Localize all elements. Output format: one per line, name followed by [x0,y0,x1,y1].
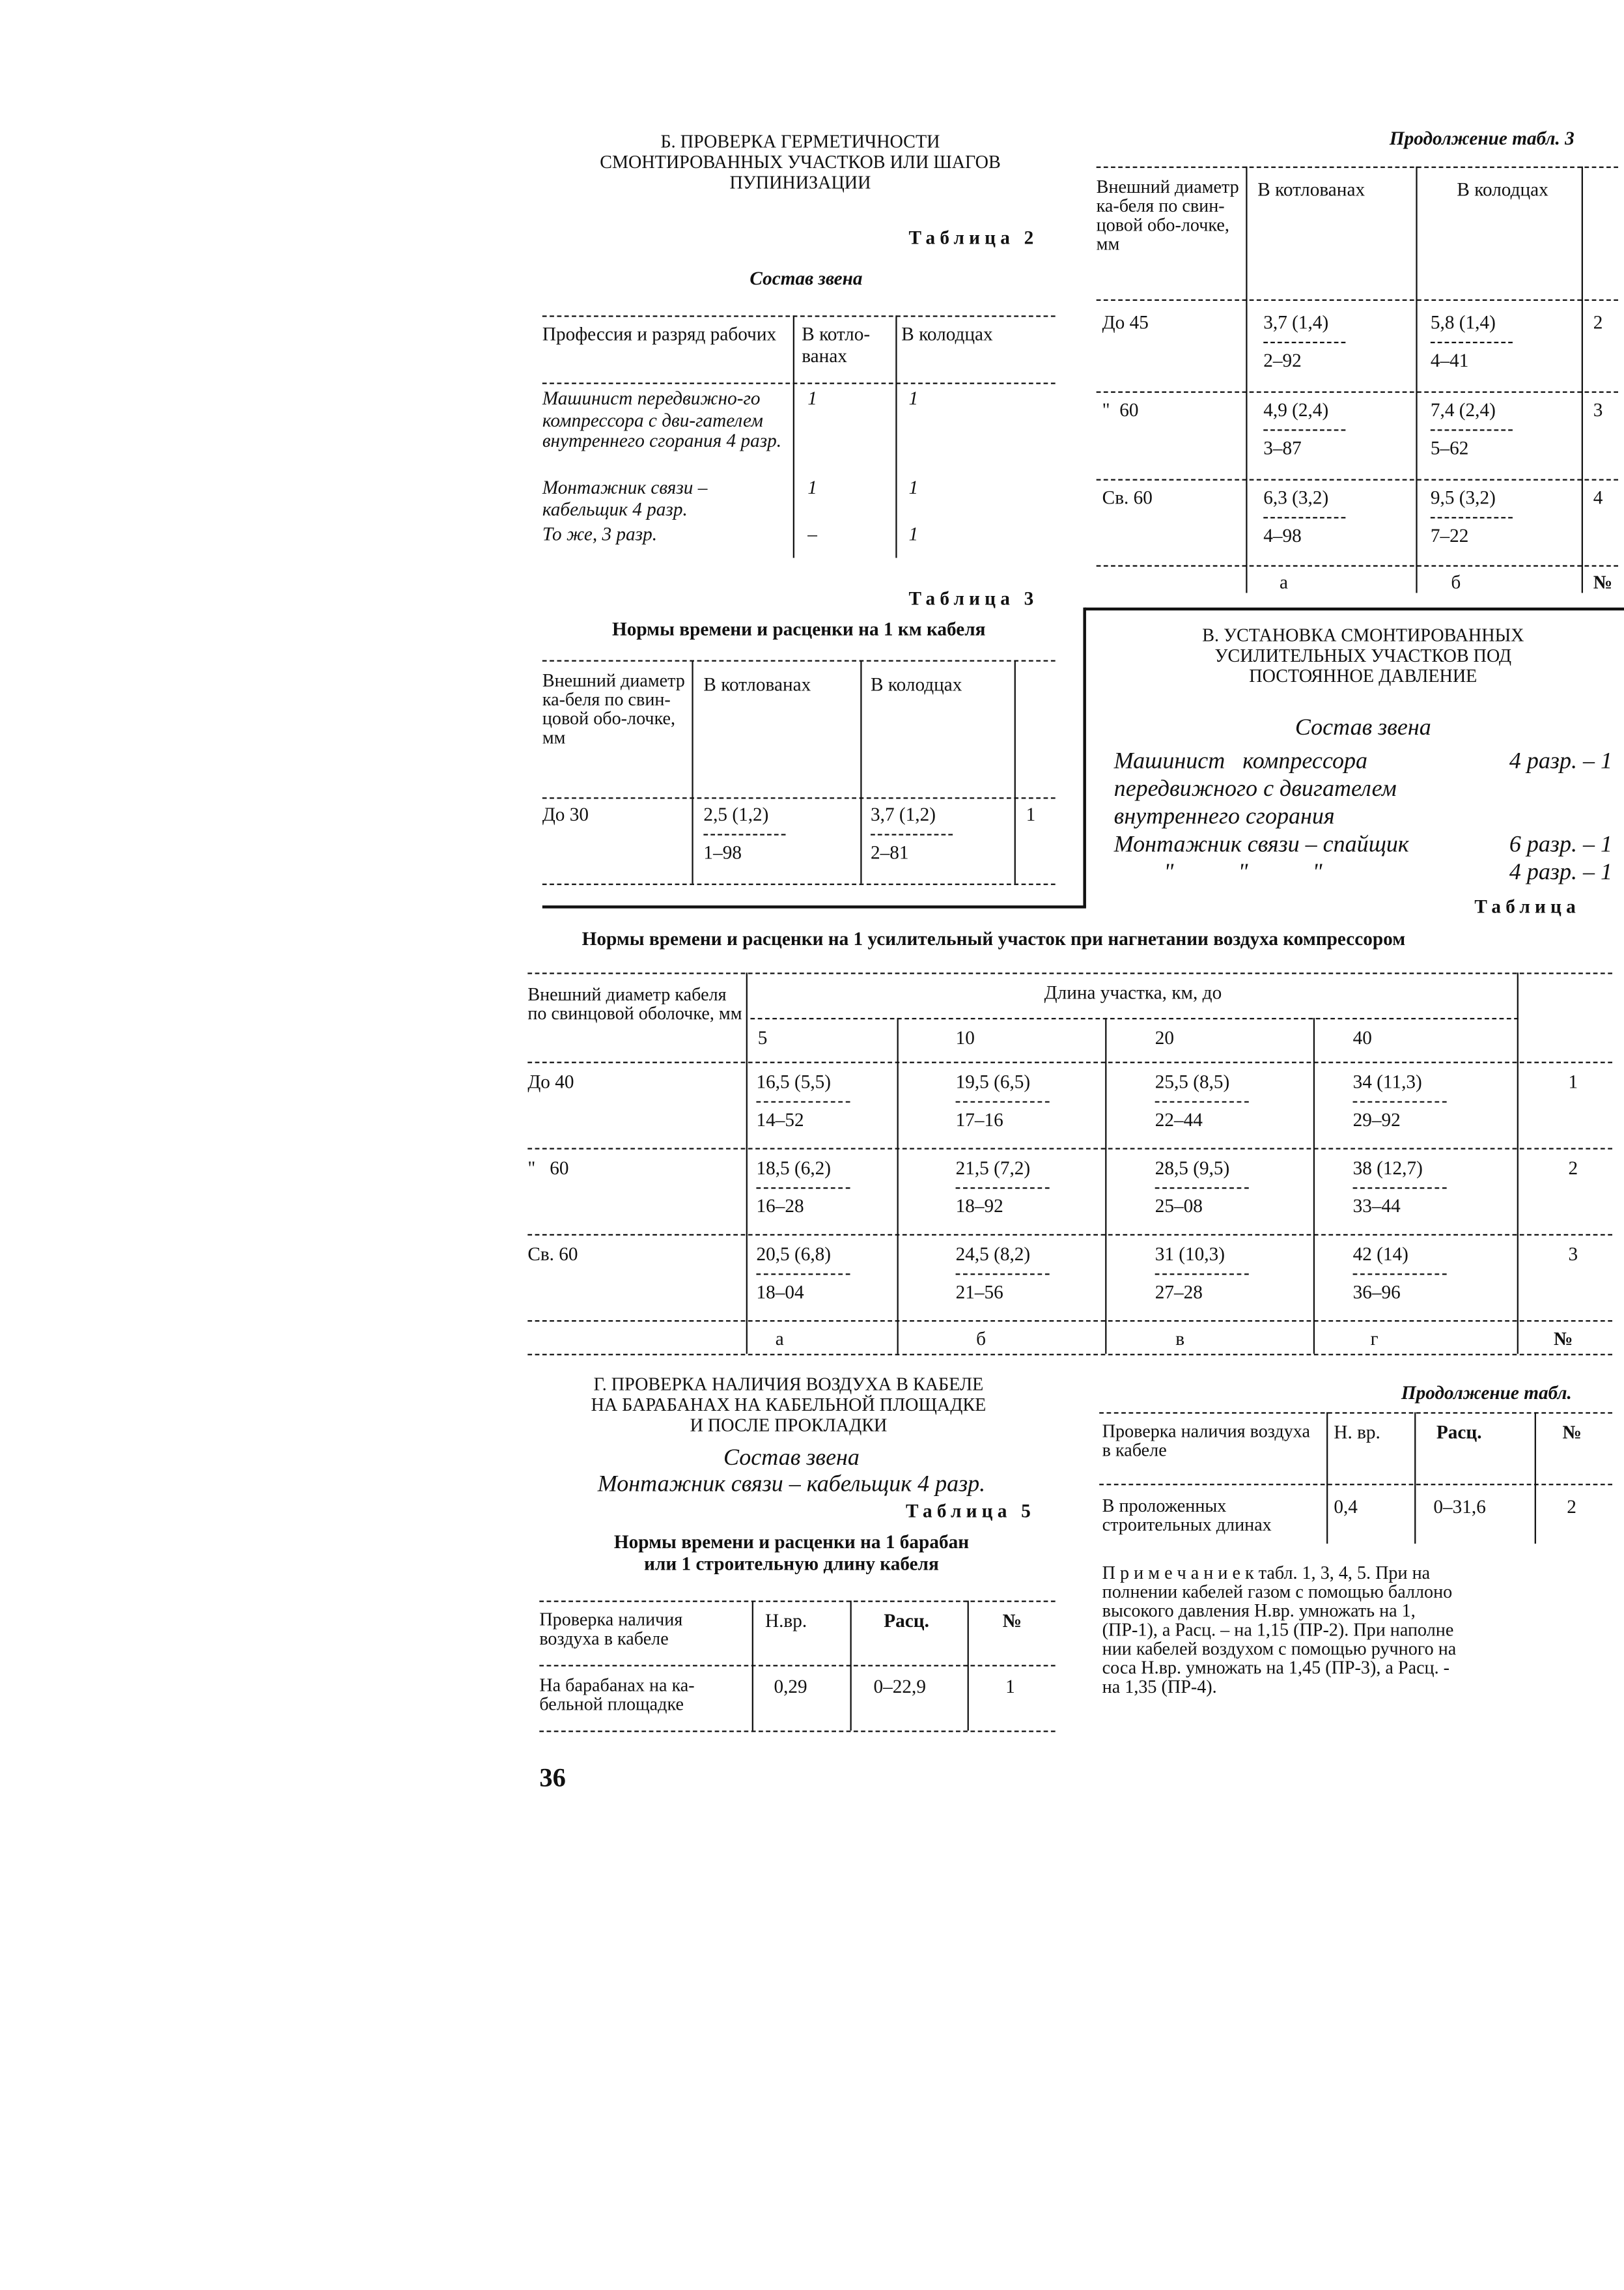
norm-value: 9,5 (3,2) [1430,486,1496,509]
rate-value: 18–92 [955,1194,1003,1216]
table5-cont-header-num: № [1562,1421,1582,1443]
table3-row-diam: До 30 [542,803,589,825]
table4-cell [1353,1244,1447,1303]
table3-cont-footer: б [1451,571,1461,593]
table5-cont-col-rule [1535,1412,1536,1544]
table4-col-rule [1105,1018,1106,1354]
table3-cont-col-rule [1416,167,1417,593]
table3-caption: Нормы времени и расценки на 1 км кабеля [611,617,986,640]
table3-rule [542,797,1056,799]
table2-row-profession: Монтажник связи – кабельщик 4 разр. [542,475,708,520]
norm-value: 3,7 (1,2) [871,803,936,825]
table5-cont-row-rasc: 0–31,6 [1433,1495,1486,1518]
table5-row-num: 1 [1005,1675,1015,1697]
note-line: полнении кабелей газом с помощью баллоно [1102,1581,1453,1602]
table3-cont-row-num: 2 [1593,311,1603,333]
section-v-border-left [1083,608,1086,907]
table5-cont-col-rule [1414,1412,1416,1544]
fraction-line [1155,1101,1249,1102]
fraction-line [1353,1187,1447,1188]
table3-cont-cell-kolod [1431,488,1513,546]
table5-label: Таблица 5 [906,1499,1035,1522]
table5-col-rule [850,1601,852,1731]
title-line: ПУПИНИЗАЦИИ [729,172,871,193]
norm-value: 28,5 (9,5) [1155,1156,1230,1179]
table4-cell [956,1158,1050,1217]
table3-cell-kotl [703,805,785,864]
table2-row-kolod: 1 [908,522,919,545]
rate-value: 22–44 [1155,1107,1203,1130]
table5-cont-row-num: 2 [1567,1495,1576,1518]
title-line: Г. ПРОВЕРКА НАЛИЧИЯ ВОЗДУХА В КАБЕЛЕ [593,1374,984,1395]
norm-value: 4,9 (2,4) [1263,399,1329,421]
table5-header-rasc: Расц. [884,1609,929,1632]
fraction-line [1431,341,1513,343]
norm-value: 18,5 (6,2) [756,1156,832,1179]
crew-line [1114,858,1612,886]
table2-row-kotl: 1 [807,387,817,409]
table3-header-kotl: В котлованах [703,673,811,696]
section-v-border-bottom [542,905,1086,908]
table2-col-rule [895,315,897,558]
table5-cont-label: Продолжение табл. [1401,1381,1572,1404]
table3-header-kolod: В колодцах [871,673,962,696]
table4-length-10: 10 [955,1026,975,1049]
table5-rule [539,1731,1055,1732]
rate-value: 4–41 [1430,348,1469,371]
note-line: нии кабелей воздухом с помощью ручного на [1102,1638,1457,1660]
table4-rule [527,1062,1612,1063]
norm-value: 31 (10,3) [1155,1243,1225,1265]
norm-value: 19,5 (6,5) [955,1070,1031,1093]
fraction-line [1431,429,1513,430]
rate-value: 7–22 [1430,523,1469,546]
title-line: Б. ПРОВЕРКА ГЕРМЕТИЧНОСТИ [660,131,940,152]
table3-cont-cell-kolod [1431,400,1513,459]
norm-value: 2,5 (1,2) [703,803,769,825]
norm-value: 20,5 (6,8) [756,1243,832,1265]
crew-line [1114,748,1612,776]
table3-label: Таблица 3 [908,587,1039,610]
title-line: НА БАРАБАНАХ НА КАБЕЛЬНОЙ ПЛОЩАДКЕ [591,1394,987,1415]
table4-caption: Нормы времени и расценки на 1 усилительный участок при нагнетании воздуха компрессором [581,927,1406,950]
table4-length-20: 20 [1155,1026,1174,1049]
section-g-crew: Монтажник связи – кабельщик 4 разр. [597,1472,986,1497]
table2-caption: Состав звена [749,267,863,289]
rate-value: 17–16 [955,1107,1003,1130]
fraction-line [1353,1273,1447,1274]
table4-cell [756,1158,850,1217]
rate-value: 36–96 [1352,1280,1401,1303]
note-line: на 1,35 (ПР-4). [1102,1676,1217,1697]
rate-value: 5–62 [1430,436,1469,458]
rate-value: 18–04 [756,1280,804,1303]
table4-cell [956,1244,1050,1303]
table4-rule [527,1148,1612,1149]
table5-col-rule [968,1601,969,1731]
table3-cont-rule [1097,391,1618,393]
fraction-line [1431,516,1513,518]
norm-value: 6,3 (3,2) [1263,486,1329,509]
table2-row-kotl: 1 [807,475,817,498]
note-line: высокого давления Н.вр. умножать на 1, [1102,1600,1416,1621]
table3-cont-rule [1097,300,1618,301]
table4-col-rule [897,1018,899,1354]
note-line: соса Н.вр. умножать на 1,45 (ПР-3), а Расц. - [1102,1658,1450,1678]
table4-footer: б [976,1327,987,1350]
table2-header-profession: Профессия и разряд рабочих [542,322,777,345]
table4-row-num: 3 [1568,1243,1578,1265]
table4-row-diam: Св. 60 [527,1243,578,1265]
table4-cell [1353,1072,1447,1131]
table4-rule [527,1320,1612,1322]
section-v-caption: Состав звена [1295,715,1431,741]
crew-role: Машинист компрессора [1113,749,1367,774]
table3-row-num: 1 [1026,803,1036,825]
table5-caption [527,1532,1055,1574]
rate-value: 25–08 [1155,1194,1203,1216]
crew-line [1114,776,1612,804]
note [1102,1564,1624,1697]
caption-line: или 1 строительную длину кабеля [644,1551,939,1574]
fraction-line [1155,1187,1249,1188]
table3-cont-cell-kotl [1263,313,1345,371]
table4-rule [527,972,1612,974]
table3-cont-row-num: 3 [1593,399,1603,421]
table3-cont-header-diam: Внешний диаметр ка-беля по свин-цовой обо-лочке, мм [1096,177,1239,255]
table3-cont-footer: а [1280,571,1289,593]
table2-rule [542,382,1056,384]
norm-value: 42 (14) [1352,1243,1408,1265]
crew-role: " " " [1164,860,1323,885]
rate-value: 21–56 [955,1280,1003,1303]
norm-value: 34 (11,3) [1352,1070,1422,1093]
table3-col-rule [860,660,861,884]
title-line: И ПОСЛЕ ПРОКЛАДКИ [690,1415,888,1436]
crew-line [1114,831,1612,859]
table2-row-profession: То же, 3 разр. [542,522,658,545]
table2-col-rule [793,315,794,558]
table4-footer: № [1553,1327,1573,1350]
table2-row-profession: Машинист передвижно-го компрессора с дви-гателем внутреннего сгорания 4 разр. [542,387,782,451]
table3-cont-row-diam: До 45 [1102,311,1149,333]
table3-cont-cell-kotl [1263,488,1345,546]
table3-cont-rule [1097,565,1618,567]
table5-row-hvr: 0,29 [774,1675,807,1697]
rate-value: 2–92 [1263,348,1302,371]
table4-cell [756,1072,850,1131]
section-v-crew [1114,748,1612,886]
title-line: В. УСТАНОВКА СМОНТИРОВАННЫХ [1202,625,1524,646]
fraction-line [956,1187,1050,1188]
table5-row-rasc: 0–22,9 [873,1675,927,1697]
table2-row-kotl: – [807,522,817,545]
section-b-title [527,132,1072,193]
table4-label: Таблица [1474,895,1580,918]
fraction-line [1353,1101,1447,1102]
table4-row-num: 1 [1568,1070,1578,1093]
rate-value: 1–98 [703,840,742,863]
table5-col-rule [752,1601,753,1731]
table4-cell [756,1244,850,1303]
table4-rule [750,1018,1518,1019]
fraction-line [756,1101,850,1102]
fraction-line [956,1101,1050,1102]
caption-line: Нормы времени и расценки на 1 барабан [613,1530,970,1553]
fraction-line [756,1273,850,1274]
table3-cont-rule [1097,167,1618,168]
table5-header-hvr: Н.вр. [764,1609,807,1632]
fraction-line [1263,341,1345,343]
table5-rule [539,1665,1055,1666]
rate-value: 27–28 [1155,1280,1203,1303]
table5-rule [539,1601,1055,1602]
table4-length-40: 40 [1352,1026,1372,1049]
table3-cont-cell-kolod [1431,313,1513,371]
table4-length-5: 5 [757,1026,768,1049]
rate-value: 16–28 [756,1194,804,1216]
norm-value: 7,4 (2,4) [1430,399,1496,421]
crew-role: передвижного с двигателем [1113,776,1397,802]
note-line: П р и м е ч а н и е к табл. 1, 3, 4, 5. При на [1102,1564,1431,1583]
fraction-line [956,1273,1050,1274]
table3-header-diam: Внешний диаметр ка-беля по свин-цовой обо-лочке, мм [542,670,685,748]
table4-cell [956,1072,1050,1131]
table4-cell [1353,1158,1447,1217]
table3-cont-cell-kotl [1263,400,1345,459]
table3-cont-row-diam: " 60 [1102,399,1139,421]
crew-rank: 6 разр. – 1 [1509,832,1612,858]
norm-value: 3,7 (1,4) [1263,311,1329,333]
table5-cont-row-name: В проложенных строительных длинах [1102,1495,1272,1535]
table4-footer: в [1175,1327,1185,1350]
table3-cont-row-num: 4 [1593,486,1603,509]
fraction-line [1263,429,1345,430]
table3-cont-label: Продолжение табл. 3 [1389,127,1575,149]
table4-rule [527,1354,1612,1355]
table4-cell [1155,1072,1249,1131]
section-g-title [525,1374,1052,1435]
table3-cont-header-kotl: В котлованах [1257,178,1365,201]
fraction-line [756,1187,850,1188]
fraction-line [1155,1273,1249,1274]
title-line: ПОСТОЯННОЕ ДАВЛЕНИЕ [1249,666,1477,686]
table4-footer: а [775,1327,784,1350]
crew-line [1114,803,1612,831]
norm-value: 16,5 (5,5) [756,1070,832,1093]
note-line: (ПР-1), а Расц. – на 1,15 (ПР-2). При наполне [1102,1619,1454,1641]
fraction-line [1263,516,1345,518]
table5-cont-row-hvr: 0,4 [1334,1495,1358,1518]
section-g-caption: Состав звена [723,1445,860,1471]
norm-value: 24,5 (8,2) [955,1243,1031,1265]
table2-rule [542,315,1056,317]
crew-rank: 4 разр. – 1 [1509,749,1612,774]
table3-cont-col-rule [1582,167,1583,593]
table3-rule [542,660,1056,662]
crew-role: Монтажник связи – спайщик [1113,832,1409,858]
norm-value: 38 (12,7) [1352,1156,1423,1179]
table5-cont-header-rasc: Расц. [1436,1421,1482,1443]
table3-rule [542,884,1056,885]
table5-row-name: На барабанах на ка-бельной площадке [539,1675,695,1715]
table4-col-rule [1313,1018,1315,1354]
table5-header-num: № [1002,1609,1022,1632]
table5-header-name: Проверка наличия воздуха в кабеле [539,1609,683,1649]
table4-rule [527,1234,1612,1236]
table4-row-diam: До 40 [527,1070,574,1093]
section-v-border-top [1085,608,1624,610]
table3-cont-col-rule [1246,167,1247,593]
table2-row-kolod: 1 [908,387,919,409]
table2-label: Таблица 2 [908,226,1039,249]
table4-col-rule [746,972,748,1353]
table3-cont-rule [1097,479,1618,480]
norm-value: 25,5 (8,5) [1155,1070,1230,1093]
table4-row-num: 2 [1568,1156,1578,1179]
norm-value: 5,8 (1,4) [1430,311,1496,333]
table4-row-diam: " 60 [527,1156,569,1179]
table3-cont-header-kolod: В колодцах [1457,178,1548,201]
table3-col-rule [692,660,693,884]
rate-value: 3–87 [1263,436,1302,458]
rate-value: 14–52 [756,1107,804,1130]
rate-value: 33–44 [1352,1194,1401,1216]
rate-value: 2–81 [871,840,909,863]
table5-cont-header-hvr: Н. вр. [1334,1421,1380,1443]
table4-cell [1155,1244,1249,1303]
title-line: СМОНТИРОВАННЫХ УЧАСТКОВ ИЛИ ШАГОВ [600,152,1001,173]
table5-cont-header-name: Проверка наличия воздуха в кабеле [1102,1421,1310,1461]
crew-role: внутреннего сгорания [1113,804,1335,830]
norm-value: 21,5 (7,2) [955,1156,1031,1179]
crew-rank: 4 разр. – 1 [1509,860,1612,885]
rate-value: 4–98 [1263,523,1302,546]
table4-footer: г [1370,1327,1379,1350]
table2-row-kolod: 1 [908,475,919,498]
table4-cell [1155,1158,1249,1217]
table3-cont-row-diam: Св. 60 [1102,486,1153,509]
table2-header-kotl: В котло-ванах [802,322,871,366]
fraction-line [871,833,953,834]
table5-cont-col-rule [1326,1412,1328,1544]
table4-header-diam: Внешний диаметр кабеля по свинцовой оболочке, мм [527,984,742,1024]
table2-header-kolod: В колодцах [901,322,993,345]
table3-col-rule [1015,660,1016,884]
section-v-title [1114,625,1612,686]
rate-value: 29–92 [1352,1107,1401,1130]
fraction-line [703,833,785,834]
table4-col-rule [1517,972,1519,1353]
title-line: УСИЛИТЕЛЬНЫХ УЧАСТКОВ ПОД [1214,645,1512,666]
table3-cont-footer: № [1593,571,1613,593]
table3-cell-kolod [871,805,953,864]
table4-header-length: Длина участка, км, до [1044,981,1222,1004]
page-number: 36 [539,1762,566,1792]
